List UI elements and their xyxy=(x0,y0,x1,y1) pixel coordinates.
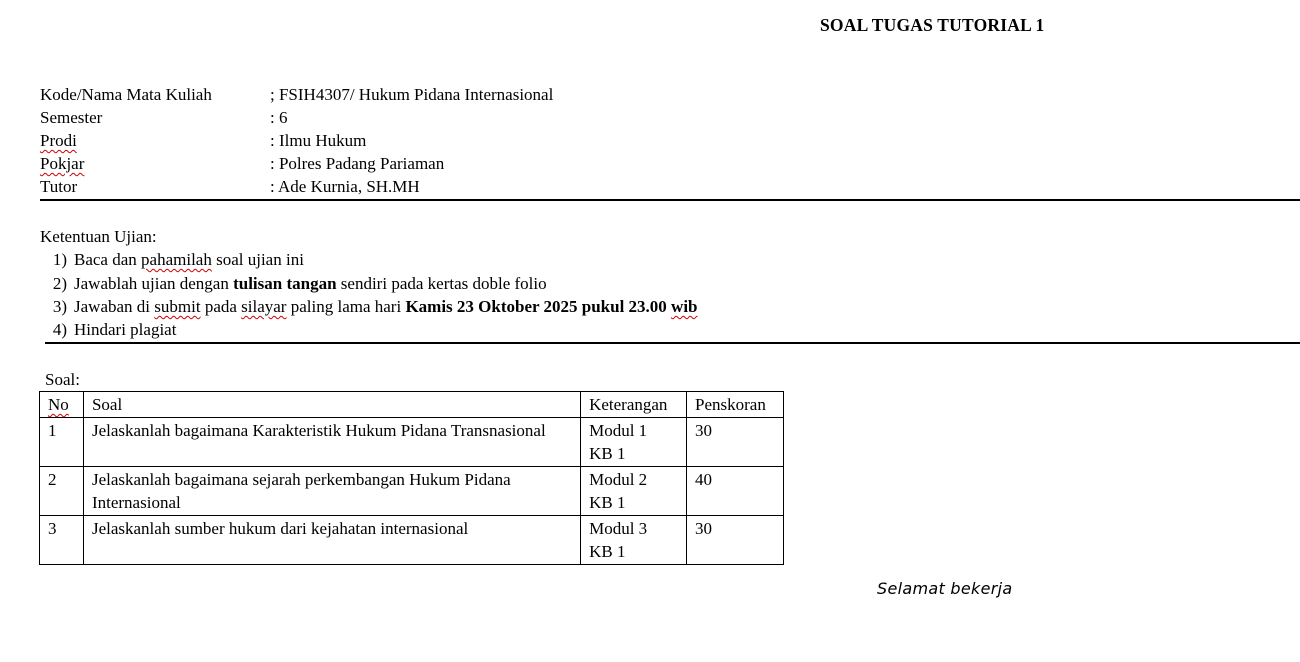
table-header-row xyxy=(40,392,784,418)
cell-keterangan: Modul 2 KB 1 xyxy=(581,467,687,516)
rule-item-1: Baca dan pahamilah soal ujian ini xyxy=(74,250,304,269)
column-header-keterangan: Keterangan xyxy=(581,392,687,418)
cell-skor: 30 xyxy=(687,418,784,467)
cell-keterangan: Modul 3 KB 1 xyxy=(581,516,687,565)
cell-skor: 30 xyxy=(687,516,784,565)
info-label-semester: Semester xyxy=(40,108,103,127)
header-divider xyxy=(40,199,1300,201)
column-header-no: No xyxy=(40,392,84,418)
soal-heading: Soal: xyxy=(45,370,80,389)
rules-divider xyxy=(45,342,1300,344)
info-label-prodi: Prodi xyxy=(40,131,77,150)
info-label-pokjar: Pokjar xyxy=(40,154,85,173)
cell-keterangan: Modul 1 KB 1 xyxy=(581,418,687,467)
cell-no: 1 xyxy=(40,418,84,467)
cell-no: 2 xyxy=(40,467,84,516)
info-value-semester: : 6 xyxy=(270,108,288,127)
info-value-prodi: : Ilmu Hukum xyxy=(270,131,367,150)
document-title: SOAL TUGAS TUTORIAL 1 xyxy=(820,15,1045,35)
cell-no: 3 xyxy=(40,516,84,565)
rule-item-3: Jawaban di submit pada silayar paling lama hari Kamis 23 Oktober 2025 pukul 23.00 wib xyxy=(74,297,698,316)
cell-soal: Jelaskanlah sumber hukum dari kejahatan internasional xyxy=(83,516,580,565)
rule-number: 2) xyxy=(52,274,67,293)
rule-item-4: Hindari plagiat xyxy=(74,320,177,339)
cell-skor: 40 xyxy=(687,467,784,516)
table-row xyxy=(40,418,784,467)
info-label-tutor: Tutor xyxy=(40,177,78,196)
info-label-kode: Kode/Nama Mata Kuliah xyxy=(40,85,212,104)
cell-soal: Jelaskanlah bagaimana Karakteristik Hukum Pidana Transnasional xyxy=(83,418,580,467)
info-value-kode: ; FSIH4307/ Hukum Pidana Internasional xyxy=(270,85,554,104)
column-header-soal: Soal xyxy=(83,392,580,418)
rule-item-2: Jawablah ujian dengan tulisan tangan sendiri pada kertas doble folio xyxy=(74,274,547,293)
cell-soal: Jelaskanlah bagaimana sejarah perkembangan Hukum Pidana Internasional xyxy=(83,467,580,516)
rule-number: 1) xyxy=(52,250,67,269)
table-row xyxy=(40,516,784,565)
info-value-pokjar: : Polres Padang Pariaman xyxy=(270,154,445,173)
soal-table xyxy=(39,391,784,565)
info-value-tutor: : Ade Kurnia, SH.MH xyxy=(270,177,420,196)
column-header-penskoran: Penskoran xyxy=(687,392,784,418)
signoff-text: Selamat bekerja xyxy=(877,579,1013,598)
table-row xyxy=(40,467,784,516)
rule-number: 4) xyxy=(52,320,67,339)
ketentuan-heading: Ketentuan Ujian: xyxy=(40,227,157,246)
rule-number: 3) xyxy=(52,297,67,316)
